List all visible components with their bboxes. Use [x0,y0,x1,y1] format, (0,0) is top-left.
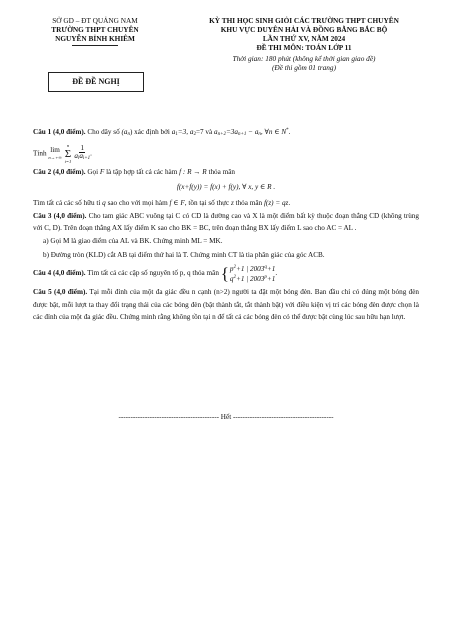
exam-title-1: KỲ THI HỌC SINH GIỎI CÁC TRƯỜNG THPT CHUYÊN [209,16,399,25]
q4-label: Câu 4 (4,0 điểm). [33,269,86,278]
exam-subject: ĐỀ THI MÔN: TOÁN LỚP 11 [256,43,352,52]
q2-label: Câu 2 (4,0 điểm). [33,167,86,176]
question-1: Câu 1 (4,0 điểm). Cho dãy số $(a_n)$ xác định bởi $a_1=3$, $a_2=7$ và $a_{n+2}=3a_{n+1} - a_n$, ∀n ∈ N*. [33,128,291,137]
header-divider [72,45,118,46]
exam-edition: LẦN THỨ XV, NĂM 2024 [262,34,346,43]
q1-label: Câu 1 (4,0 điểm). [33,128,86,136]
exam-content [33,125,419,324]
limit-expression: lim n→+∞ n Σ i=1 $\frac{1}{a_ia_{i+1}}$ [48,142,91,164]
brace-icon: { [220,264,229,283]
q2-equation: f(x+f(y)) = f(x) + f(y), ∀ x, y ∈ R . [176,183,276,191]
q3-part-a: a) Gọi M là giao điểm của AL và BK. Chứng minh ML = MK. [43,237,223,245]
question-3: Câu 3 (4,0 điểm). Cho tam giác ABC vuông tại C có CD là đường cao và X là một điểm bất kỳ thuộc đoạn thẳng CD (không trùng với C, D). Trên đoạn thẳng AX lấy điểm K sao cho BK = BC, trên đoạn thẳng BX lấy điểm L sao cho AC = AL . [33,212,419,232]
exam-pages: (Đề thi gồm 01 trang) [271,63,337,72]
q3-label: Câu 3 (4,0 điểm). [33,212,87,220]
fraction: $\frac{1}{a_ia_{i+1}}$ [74,144,91,161]
school-header [20,16,170,46]
school-line-2: NGUYỄN BỈNH KHIÊM [55,34,135,43]
q4-system: { $p^2+1$ | $2003^q+1$ $q^2+1$ | $2003^p+1$ [220,264,276,283]
school-line-1: TRƯỜNG THPT CHUYÊN [51,25,139,34]
q5-label: Câu 5 (4,0 điểm). [33,288,88,296]
end-marker: ------------------------------------------ Hết ------------------------------------------ [118,413,334,421]
question-2: Câu 2 (4,0 điểm). Gọi F là tập hợp tất cả các hàm f : R → R thỏa mãn [33,167,236,176]
q3-part-b: b) Đường tròn (KLD) cắt AB tại điểm thứ hai là T. Chứng minh CT là tia phân giác của góc ACB. [43,250,325,259]
question-1-limit: Tính lim n→+∞ n Σ i=1 $\frac{1}{a_ia_{i+1}}$ . [33,142,92,164]
question-5: Câu 5 (4,0 điểm). Tại mỗi đỉnh của một đa giác đều n cạnh (n>2) người ta đặt một bóng đèn. Ban đầu chỉ có đúng một bóng đèn được bật, mỗi lượt ta thay đổi trạng thái của các bóng đèn (bật thành tắt, tắt thành bật) với điều kiện vị trí các bóng đèn được chọn là các đỉnh của một đa giác đều. Chứng minh rằng không tồn tại n để tất cả các bóng đèn có thể được bật cùng lúc sau hữu hạn lượt. [33,288,420,321]
exam-title-2: KHU VỰC DUYÊN HẢI VÀ ĐỒNG BẰNG BẮC BỘ [220,25,388,34]
exam-time: Thời gian: 180 phút (không kể thời gian giao đề) [232,54,376,63]
question-4: Câu 4 (4,0 điểm). Tìm tất cả các cặp số nguyên tố p, q thỏa mãn { $p^2+1$ | $2003^q+1$ $q^2+1$ | $2003^p+1$ . [33,264,278,283]
question-2-task: Tìm tất cả các số hữu tỉ q sao cho với mọi hàm f ∈ F, tồn tại số thực z thỏa mãn f(z) = qz. [33,198,291,207]
sum-symbol: n Σ i=1 [64,142,72,164]
proposal-box: ĐỀ ĐỀ NGHỊ [48,72,144,92]
department-line: SỞ GD – ĐT QUẢNG NAM [52,16,138,25]
exam-header [176,16,432,72]
